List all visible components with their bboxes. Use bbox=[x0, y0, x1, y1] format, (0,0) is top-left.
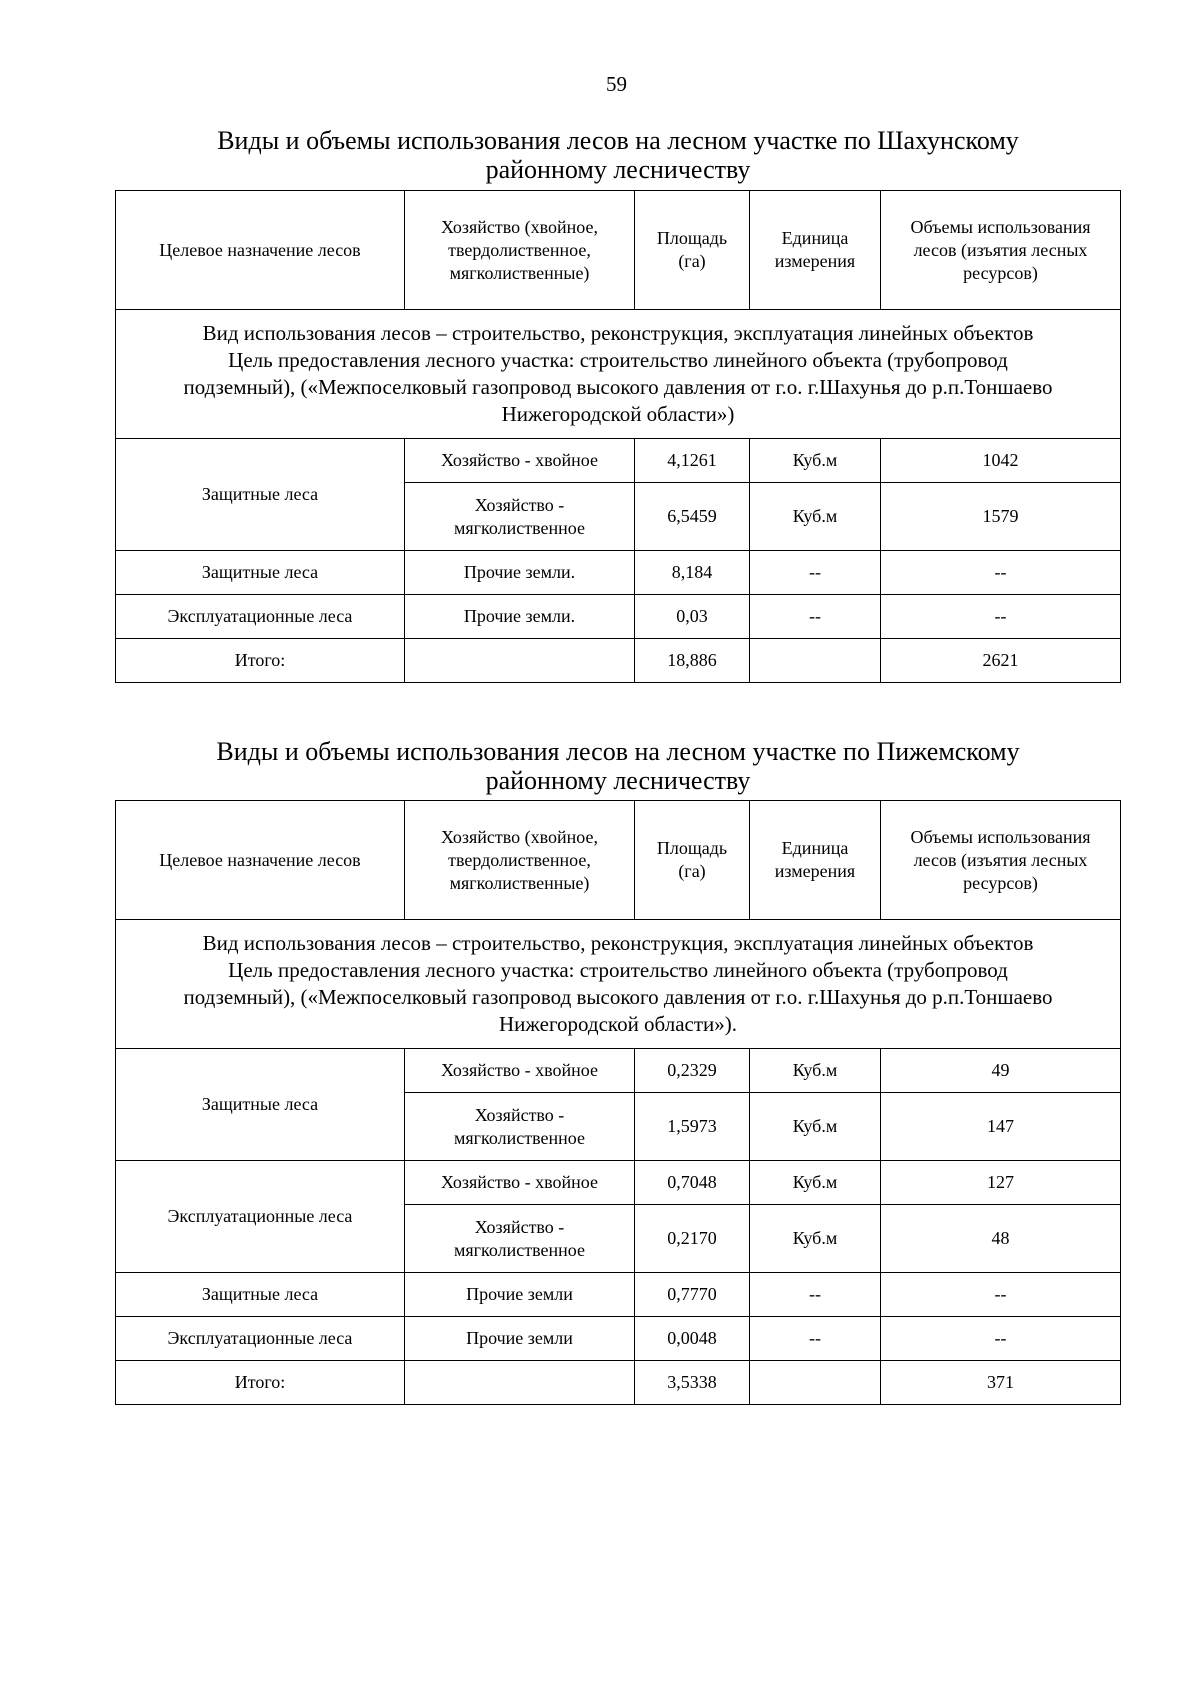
farm-cell: Хозяйство - мягколиственное bbox=[405, 1093, 635, 1161]
area-cell: 0,0048 bbox=[635, 1317, 750, 1361]
unit-cell: Куб.м bbox=[750, 1049, 881, 1093]
table-title-pizhemsky bbox=[116, 737, 1120, 795]
table-row bbox=[116, 595, 1121, 639]
header-row bbox=[116, 801, 1121, 920]
description-line: Нижегородской области») bbox=[501, 402, 735, 426]
total-farm-empty bbox=[405, 639, 635, 683]
unit-cell: Куб.м bbox=[750, 439, 881, 483]
header-farm: Хозяйство (хвойное, твердолиственное, мягколиственные) bbox=[405, 191, 635, 310]
unit-cell: -- bbox=[750, 1273, 881, 1317]
table-row bbox=[116, 1317, 1121, 1361]
area-cell: 1,5973 bbox=[635, 1093, 750, 1161]
area-cell: 4,1261 bbox=[635, 439, 750, 483]
header-volume: Объемы использования лесов (изъятия лесных ресурсов) bbox=[881, 801, 1121, 920]
description-line: подземный), («Межпоселковый газопровод высокого давления от г.о. г.Шахунья до р.п.Тоншаево bbox=[183, 375, 1053, 399]
description-row bbox=[116, 310, 1121, 439]
volume-cell: 1042 bbox=[881, 439, 1121, 483]
header-area: Площадь (га) bbox=[635, 191, 750, 310]
farm-cell: Хозяйство - хвойное bbox=[405, 1049, 635, 1093]
title-line: районному лесничеству bbox=[485, 766, 751, 795]
purpose-cell: Эксплуатационные леса bbox=[116, 1317, 405, 1361]
header-volume: Объемы использования лесов (изъятия лесных ресурсов) bbox=[881, 191, 1121, 310]
table-row bbox=[116, 551, 1121, 595]
usage-description bbox=[116, 310, 1121, 439]
unit-cell: Куб.м bbox=[750, 483, 881, 551]
description-line: Вид использования лесов – строительство, реконструкция, эксплуатация линейных объектов bbox=[202, 321, 1034, 345]
total-volume: 2621 bbox=[881, 639, 1121, 683]
farm-cell: Прочие земли bbox=[405, 1273, 635, 1317]
volume-cell: -- bbox=[881, 1273, 1121, 1317]
purpose-cell: Эксплуатационные леса bbox=[116, 1161, 405, 1273]
area-cell: 0,2170 bbox=[635, 1205, 750, 1273]
volume-cell: 147 bbox=[881, 1093, 1121, 1161]
total-label: Итого: bbox=[116, 1361, 405, 1405]
farm-cell: Прочие земли. bbox=[405, 595, 635, 639]
table-row bbox=[116, 1161, 1121, 1205]
header-area: Площадь (га) bbox=[635, 801, 750, 920]
title-line: районному лесничеству bbox=[485, 155, 751, 184]
description-line: Вид использования лесов – строительство, реконструкция, эксплуатация линейных объектов bbox=[202, 931, 1034, 955]
total-row bbox=[116, 639, 1121, 683]
volume-cell: -- bbox=[881, 551, 1121, 595]
description-row bbox=[116, 920, 1121, 1049]
total-area: 18,886 bbox=[635, 639, 750, 683]
unit-cell: Куб.м bbox=[750, 1093, 881, 1161]
forest-use-table-pizhemsky bbox=[115, 800, 1121, 1405]
farm-cell: Хозяйство - хвойное bbox=[405, 1161, 635, 1205]
area-cell: 0,2329 bbox=[635, 1049, 750, 1093]
volume-cell: 127 bbox=[881, 1161, 1121, 1205]
volume-cell: -- bbox=[881, 595, 1121, 639]
total-row bbox=[116, 1361, 1121, 1405]
volume-cell: 1579 bbox=[881, 483, 1121, 551]
title-line: Виды и объемы использования лесов на лесном участке по Пижемскому bbox=[216, 737, 1020, 766]
forest-use-table-shakhunsky bbox=[115, 190, 1121, 683]
header-row bbox=[116, 191, 1121, 310]
header-farm: Хозяйство (хвойное, твердолиственное, мягколиственные) bbox=[405, 801, 635, 920]
farm-cell: Прочие земли. bbox=[405, 551, 635, 595]
table-title-shakhunsky bbox=[116, 126, 1120, 184]
page-number: 59 bbox=[606, 72, 627, 96]
header-unit: Единица измерения bbox=[750, 191, 881, 310]
description-line: Цель предоставления лесного участка: строительство линейного объекта (трубопровод bbox=[228, 348, 1008, 372]
area-cell: 0,7770 bbox=[635, 1273, 750, 1317]
header-purpose: Целевое назначение лесов bbox=[116, 191, 405, 310]
purpose-cell: Защитные леса bbox=[116, 439, 405, 551]
area-cell: 8,184 bbox=[635, 551, 750, 595]
total-unit-empty bbox=[750, 1361, 881, 1405]
header-unit: Единица измерения bbox=[750, 801, 881, 920]
unit-cell: Куб.м bbox=[750, 1205, 881, 1273]
unit-cell: Куб.м bbox=[750, 1161, 881, 1205]
unit-cell: -- bbox=[750, 1317, 881, 1361]
volume-cell: 48 bbox=[881, 1205, 1121, 1273]
description-line: Нижегородской области»). bbox=[498, 1012, 737, 1036]
unit-cell: -- bbox=[750, 551, 881, 595]
unit-cell: -- bbox=[750, 595, 881, 639]
total-label: Итого: bbox=[116, 639, 405, 683]
table-row bbox=[116, 1273, 1121, 1317]
farm-cell: Хозяйство - хвойное bbox=[405, 439, 635, 483]
table-row bbox=[116, 439, 1121, 483]
table-row bbox=[116, 1049, 1121, 1093]
farm-cell: Прочие земли bbox=[405, 1317, 635, 1361]
farm-cell: Хозяйство - мягколиственное bbox=[405, 1205, 635, 1273]
volume-cell: 49 bbox=[881, 1049, 1121, 1093]
purpose-cell: Эксплуатационные леса bbox=[116, 595, 405, 639]
description-line: подземный), («Межпоселковый газопровод высокого давления от г.о. г.Шахунья до р.п.Тоншаево bbox=[183, 985, 1053, 1009]
purpose-cell: Защитные леса bbox=[116, 1049, 405, 1161]
farm-cell: Хозяйство - мягколиственное bbox=[405, 483, 635, 551]
description-line: Цель предоставления лесного участка: строительство линейного объекта (трубопровод bbox=[228, 958, 1008, 982]
area-cell: 0,03 bbox=[635, 595, 750, 639]
total-volume: 371 bbox=[881, 1361, 1121, 1405]
volume-cell: -- bbox=[881, 1317, 1121, 1361]
total-unit-empty bbox=[750, 639, 881, 683]
usage-description bbox=[116, 920, 1121, 1049]
total-area: 3,5338 bbox=[635, 1361, 750, 1405]
header-purpose: Целевое назначение лесов bbox=[116, 801, 405, 920]
area-cell: 0,7048 bbox=[635, 1161, 750, 1205]
purpose-cell: Защитные леса bbox=[116, 551, 405, 595]
total-farm-empty bbox=[405, 1361, 635, 1405]
title-line: Виды и объемы использования лесов на лесном участке по Шахунскому bbox=[217, 126, 1019, 155]
purpose-cell: Защитные леса bbox=[116, 1273, 405, 1317]
area-cell: 6,5459 bbox=[635, 483, 750, 551]
